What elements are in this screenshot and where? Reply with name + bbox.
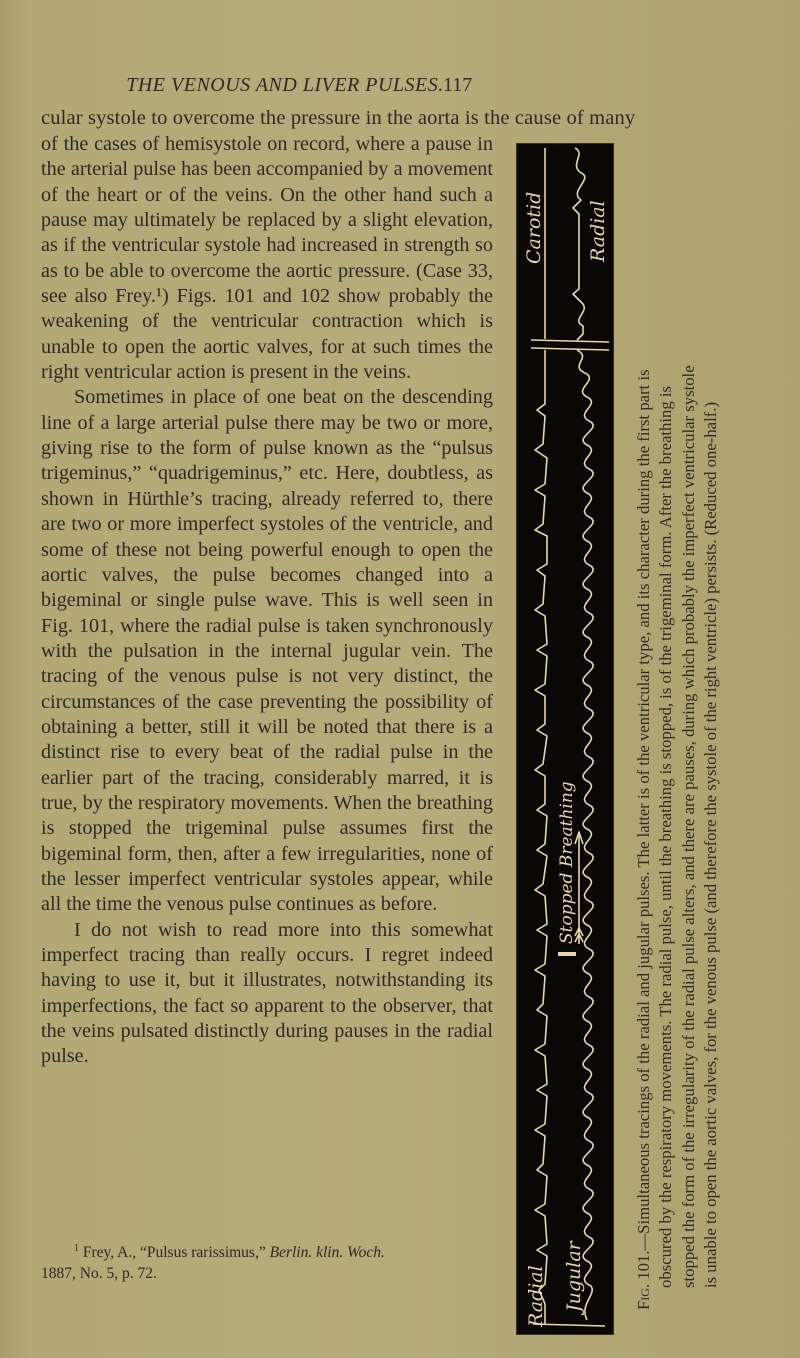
label-jugular: Jugular bbox=[563, 1241, 585, 1312]
footnote-author: Frey, A., bbox=[82, 1244, 140, 1262]
body-first-line: cular systole to overcome the pressure in the aorta is the cause of many bbox=[41, 107, 636, 129]
label-stopped-breathing: Stopped Breathing bbox=[557, 781, 577, 944]
footnote-citation: 1887, No. 5, p. 72. bbox=[41, 1265, 157, 1283]
footnote-marker: 1 bbox=[74, 1243, 79, 1254]
pulse-tracing-graphic bbox=[517, 144, 613, 1334]
footnote-line bbox=[41, 1238, 493, 1263]
caption-line-4: is unable to open the aortic valves, for the venous pulse (and therefore the systole of the right ventricle) persists. (Reduced one-half.) bbox=[700, 401, 720, 1288]
label-radial-top: Radial bbox=[587, 200, 609, 262]
label-radial-bottom: Radial bbox=[525, 1265, 547, 1327]
caption-line-2: obscured by the respiratory movements. The radial pulse, until the breathing is stopped, is of the trigeminal form. After the breathing is bbox=[656, 386, 676, 1288]
radial-trace bbox=[535, 350, 547, 1324]
caption-line-3: stopped the form of the irregularity of the radial pulse alters, and there are pauses, during which probably the imperfect ventricular systole bbox=[678, 365, 698, 1288]
label-carotid: Carotid bbox=[523, 191, 545, 264]
running-head bbox=[0, 74, 800, 104]
page-number: 117 bbox=[443, 74, 473, 96]
body-text bbox=[41, 132, 493, 1070]
radial-top-trace bbox=[573, 148, 585, 340]
stopped-breathing-marker bbox=[558, 952, 576, 956]
figure-caption bbox=[633, 135, 723, 1310]
running-title: THE VENOUS AND LIVER PULSES. bbox=[126, 74, 444, 96]
paragraph-hemisystole: of the cases of hemisystole on record, where a pause in the arterial pulse has been accompanied by a movement of the heart or of the veins. On the other hand such a pause may ultimately be replaced by a slight elevation, as if the ventricular systole had increased in strength so as to be able to overcome the aortic pressure. (Case 33, see also Frey.¹) Figs. 101 and 102 show probably the weakening of the ventricular contraction which is unable to open the aortic valves, for at such times the right ventricular action is present in the veins. bbox=[41, 133, 493, 384]
caption-line-1: Fig. 101.—Simultaneous tracings of the radial and jugular pulses. The latter is of the ventricular type, and its character during the first part is bbox=[634, 369, 653, 1310]
footnote bbox=[41, 1238, 493, 1284]
footnote-title: “Pulsus rarissimus,” bbox=[140, 1244, 270, 1262]
paragraph-trigeminus: Sometimes in place of one beat on the descending line of a large arterial pulse there may be two or more, giving rise to the form of pulse known as the “pulsus trigeminus,” “quadrigeminus,” etc. Here, doubtless, as shown in Hürthle’s tracing, already referred to, there are two or more imperfect systoles of the ventricle, and some of these not being powerful enough to open the aortic valves, the pulse becomes changed into a bigeminal or single pulse wave. This is well seen in Fig. 101, where the radial pulse is taken synchronously with the pulsation in the internal jugular vein. The tracing of the venous pulse is not very distinct, the circumstances of the case preventing the possibility of obtaining a better, still it will be noted that there is a distinct rise to every beat of the radial pulse in the earlier part of the tracing, considerably marred, it is true, by the respiratory movements. When the breathing is stopped the trigeminal pulse assumes first the bigeminal form, then, after a few irregularities, none of the lesser imperfect ventricular systoles appear, while all the time the venous pulse continues as before. bbox=[41, 386, 493, 916]
figure-101-tracing bbox=[516, 143, 614, 1335]
caption-fig-label: Fig. 101. bbox=[634, 1250, 653, 1310]
footnote-journal: Berlin. klin. Woch. bbox=[269, 1244, 385, 1262]
paragraph-imperfect-tracing: I do not wish to read more into this somewhat imperfect tracing than really occurs. I regret indeed having to use it, but it illustrates, notwithstanding its imperfections, the fact so apparent to the observer, that the veins pulsated distinctly during pauses in the radial pulse. bbox=[41, 918, 493, 1068]
